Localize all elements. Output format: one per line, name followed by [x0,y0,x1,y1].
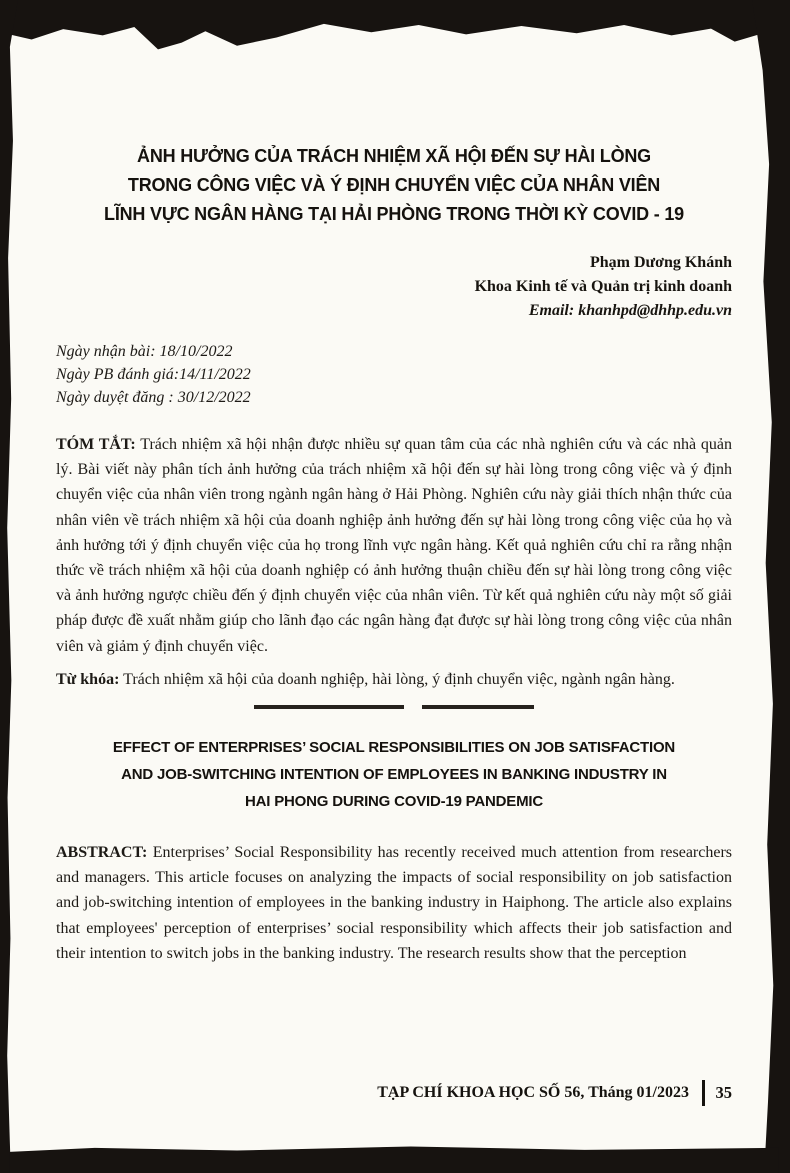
divider-segment-left [254,705,404,709]
keywords-text: Trách nhiệm xã hội của doanh nghiệp, hài lòng, ý định chuyển việc, ngành ngân hàng. [123,670,675,688]
footer-divider-bar [702,1080,705,1106]
title-vi-line-2: TRONG CÔNG VIỆC VÀ Ý ĐỊNH CHUYỂN VIỆC CỦA NHÂN VIÊN [127,175,661,195]
page-footer [377,1080,732,1106]
title-en-line-2: AND JOB-SWITCHING INTENTION OF EMPLOYEES IN BANKING INDUSTRY IN [121,766,667,784]
date-reviewed: Ngày PB đánh giá:14/11/2022 [56,366,251,383]
author-name: Phạm Dương Khánh [589,254,732,271]
date-received: Ngày nhận bài: 18/10/2022 [56,343,233,360]
abstract-vi-text: Trách nhiệm xã hội nhận được nhiều sự quan tâm của các nhà nghiên cứu và các nhà quản lý. Bài viết này phân tích ảnh hưởng của trách nhiệm xã hội đến sự hài lòng trong công việc và ý định chuyển việc của nhân viên trong ngành ngân hàng ở Hải Phòng. Nghiên cứu này giải thích nhận thức của nhân viên về trách nhiệm xã hội của doanh nghiệp ảnh hưởng đến sự hài lòng trong công việc của họ và ảnh hưởng tới ý định chuyển việc của họ trong lĩnh vực ngân hàng. Kết quả nghiên cứu chỉ ra rằng nhận thức về trách nhiệm xã hội của doanh nghiệp có ảnh hưởng thuận chiều đến sự hài lòng trong công việc và ảnh hưởng ngược chiều đến ý định chuyển việc của nhân viên. Từ kết quả nghiên cứu này một số giải pháp được đề xuất nhằm giúp cho lãnh đạo các ngân hàng đạt được sự hài lòng trong công việc của nhân viên và giảm ý định chuyển việc. [56,436,732,655]
author-block [56,251,732,323]
scan-artifact-left [0,0,18,1173]
section-divider [56,705,732,710]
author-email: Email: khanhpd@dhhp.edu.vn [528,302,732,319]
title-en-line-3: HAI PHONG DURING COVID-19 PANDEMIC [245,793,543,811]
author-affiliation: Khoa Kinh tế và Quản trị kinh doanh [474,278,732,295]
paper-title-english [56,734,732,815]
journal-name: TẠP CHÍ KHOA HỌC SỐ 56, Tháng 01/2023 [377,1084,689,1101]
abstract-english [56,840,732,966]
divider-segment-right [422,705,534,709]
title-vi-line-3: LĨNH VỰC NGÂN HÀNG TẠI HẢI PHÒNG TRONG THỜI KỲ COVID - 19 [104,204,684,224]
scan-artifact-right [752,0,790,1173]
keywords-paragraph [56,667,732,692]
abstract-en-text: Enterprises’ Social Responsibility has recently received much attention from researchers and managers. This article focuses on analyzing the impacts of social responsibility on job satisfaction and job-switching intention of employees in the banking industry in Haiphong. The article also explains that employees' perception of enterprises’ social responsibility which affects their job satisfaction and their intention to switch jobs in the banking industry. The research results show that the perception [56,844,733,962]
page-number: 35 [715,1083,732,1102]
paper-title-vietnamese [56,142,732,229]
keywords-label: Từ khóa: [56,670,120,688]
abstract-vietnamese [56,432,732,659]
title-vi-line-1: ẢNH HƯỞNG CỦA TRÁCH NHIỆM XÃ HỘI ĐẾN SỰ HÀI LÒNG [137,146,651,166]
page-content [56,0,732,966]
scan-artifact-bottom [0,1139,790,1173]
manuscript-dates [56,340,732,409]
date-accepted: Ngày duyệt đăng : 30/12/2022 [56,389,251,406]
abstract-vi-label: TÓM TẮT: [56,436,136,453]
abstract-en-label: ABSTRACT: [56,844,148,862]
title-en-line-1: EFFECT OF ENTERPRISES’ SOCIAL RESPONSIBILITIES ON JOB SATISFACTION [112,739,676,757]
